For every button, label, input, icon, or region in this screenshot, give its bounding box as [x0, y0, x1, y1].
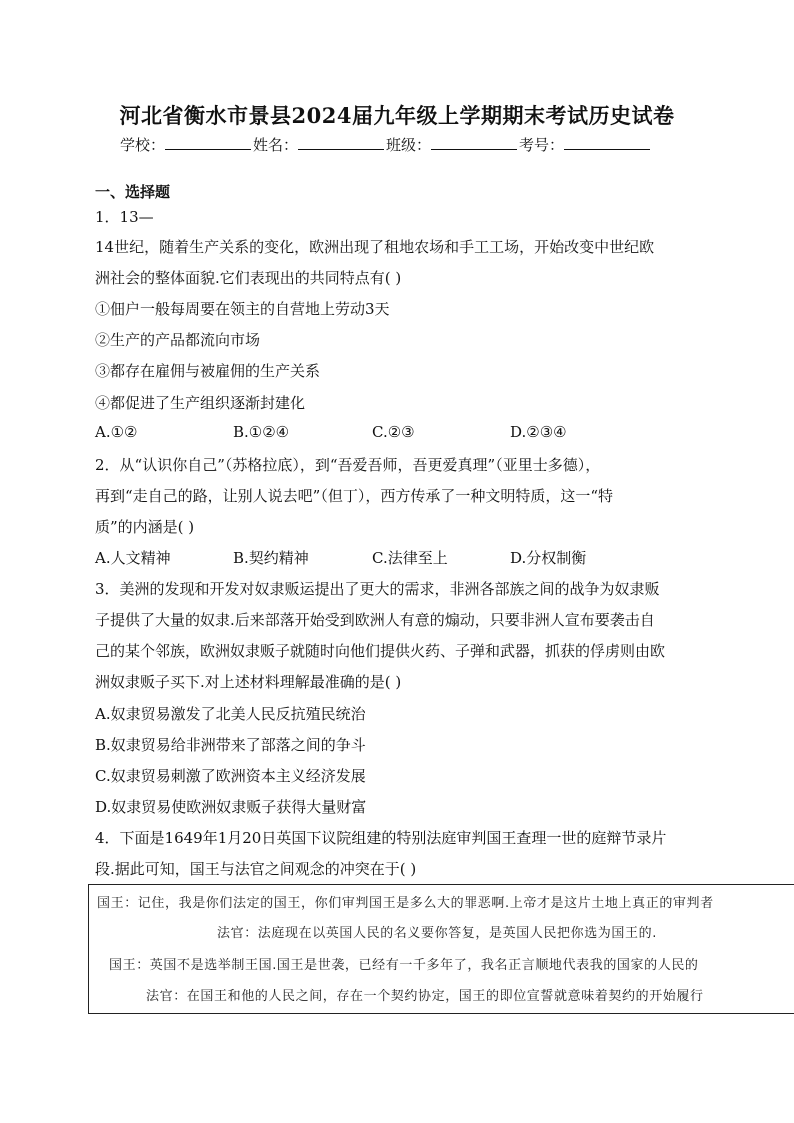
q4-stem-line: 段.据此可知，国王与法官之间观念的冲突在于( ): [95, 860, 417, 878]
q2-option-d[interactable]: D.分权制衡: [510, 549, 587, 567]
student-info-line: [120, 134, 652, 155]
exam-no-field[interactable]: [564, 135, 650, 150]
q1-number: 1．13—: [95, 208, 154, 226]
court-dialogue-box: [88, 884, 794, 1014]
q1-option-d[interactable]: D.②③④: [510, 423, 567, 441]
q4-stem-line: 4．下面是1649年1月20日英国下议院组建的特别法庭审判国王查理一世的庭辩节录片: [95, 829, 667, 847]
q3-stem-line: 子提供了大量的奴隶.后来部落开始受到欧洲人有意的煽动，只要非洲人宣布要袭击自: [95, 611, 655, 629]
q3-option-c[interactable]: C.奴隶贸易刺激了欧洲资本主义经济发展: [95, 767, 366, 785]
q1-option-c[interactable]: C.②③: [372, 423, 415, 441]
q2-stem-line: 2．从“认识你自己”（苏格拉底），到“吾爱吾师，吾更爱真理”（亚里士多德），: [95, 456, 601, 474]
q3-stem-line: 洲奴隶贩子买下.对上述材料理解最准确的是( ): [95, 673, 402, 691]
dialogue-line-king: 国王：英国不是选举制王国.国王是世袭，已经有一千多年了，我名正言顺地代表我的国家的人民的: [109, 958, 699, 973]
q1-item: ②生产的产品都流向市场: [95, 331, 261, 349]
exam-no-label: 考号：: [519, 136, 565, 154]
q1-item: ④都促进了生产组织逐渐封建化: [95, 394, 306, 412]
q3-stem-line: 己的某个邻族，欧洲奴隶贩子就随时向他们提供火药、子弹和武器，抓获的俘虏则由欧: [95, 642, 666, 660]
name-label: 姓名：: [253, 136, 299, 154]
school-label: 学校：: [120, 136, 166, 154]
class-label: 班级：: [386, 136, 432, 154]
q3-option-a[interactable]: A.奴隶贸易激发了北美人民反抗殖民统治: [95, 705, 366, 723]
q2-stem-line: 再到“走自己的路，让别人说去吧”（但丁），西方传承了一种文明特质，这一“特: [95, 487, 614, 505]
dialogue-line-king: 国王：记住，我是你们法定的国王，你们审判国王是多么大的罪恶啊.上帝才是这片土地上真正的审判者: [97, 896, 714, 911]
exam-title: 河北省衡水市景县2024届九年级上学期期末考试历史试卷: [119, 103, 675, 128]
q1-item: ①佃户一般每周要在领主的自营地上劳动3天: [95, 300, 390, 318]
q2-option-b[interactable]: B.契约精神: [233, 549, 309, 567]
q1-option-b[interactable]: B.①②④: [233, 423, 290, 441]
dialogue-line-judge: 法官：在国王和他的人民之间，存在一个契约协定，国王的即位宣誓就意味着契约的开始履行: [146, 989, 704, 1004]
q1-stem-line: 洲社会的整体面貌.它们表现出的共同特点有( ): [95, 269, 402, 287]
q1-item: ③都存在雇佣与被雇佣的生产关系: [95, 362, 321, 380]
q3-option-b[interactable]: B.奴隶贸易给非洲带来了部落之间的争斗: [95, 736, 366, 754]
name-field[interactable]: [298, 135, 384, 150]
q2-option-c[interactable]: C.法律至上: [372, 549, 448, 567]
q1-stem-line: 14世纪，随着生产关系的变化，欧洲出现了租地农场和手工工场，开始改变中世纪欧: [95, 238, 655, 256]
section-heading: 一、选择题: [95, 183, 171, 201]
q1-option-a[interactable]: A.①②: [95, 423, 138, 441]
dialogue-line-judge: 法官：法庭现在以英国人民的名义要你答复，是英国人民把你选为国王的.: [217, 926, 657, 941]
q3-option-d[interactable]: D.奴隶贸易使欧洲奴隶贩子获得大量财富: [95, 798, 367, 816]
q2-stem-line: 质”的内涵是( ): [95, 518, 195, 536]
school-field[interactable]: [165, 135, 251, 150]
q2-option-a[interactable]: A.人文精神: [95, 549, 171, 567]
q3-stem-line: 3．美洲的发现和开发对奴隶贩运提出了更大的需求，非洲各部族之间的战争为奴隶贩: [95, 580, 660, 598]
class-field[interactable]: [431, 135, 517, 150]
